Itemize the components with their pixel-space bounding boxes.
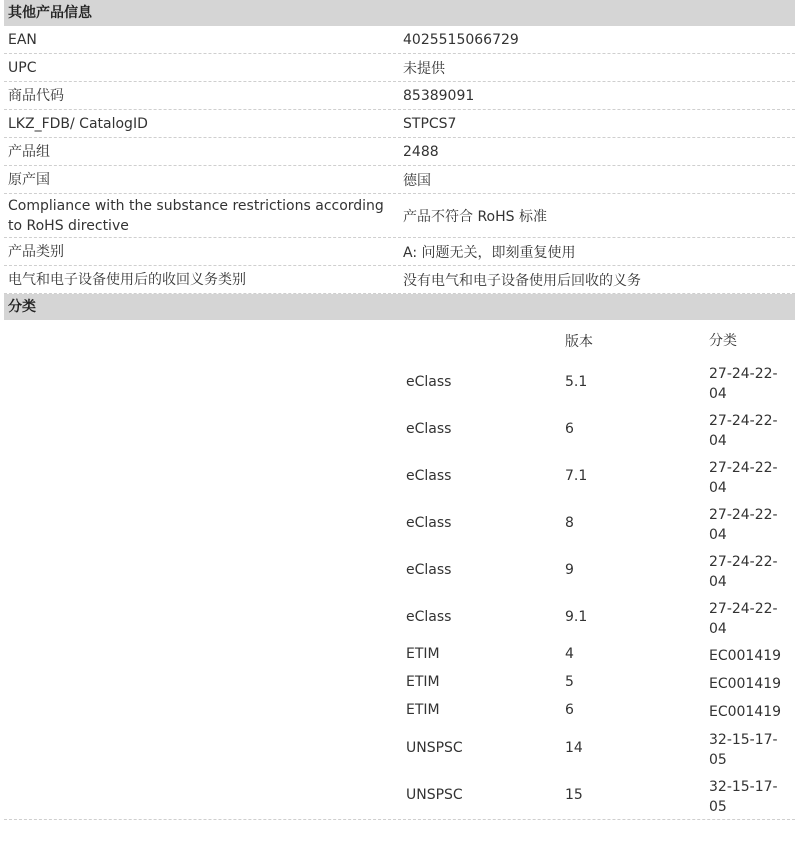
- info-value: 德国: [403, 172, 431, 189]
- info-row-catalog-id: [4, 110, 795, 138]
- info-row-product-category: [4, 238, 795, 266]
- info-value: 产品不符合 RoHS 标准: [403, 208, 547, 225]
- class-cell: 27-24-22-04: [709, 601, 778, 637]
- info-value: 未提供: [403, 60, 445, 77]
- system-cell: eClass: [406, 374, 452, 390]
- class-column-header: 分类: [709, 333, 737, 349]
- table-row: [4, 773, 795, 819]
- version-cell: 9.1: [565, 609, 588, 625]
- info-label: 原产国: [8, 171, 50, 188]
- info-row-product-group: [4, 138, 795, 166]
- info-value: 85389091: [403, 87, 475, 104]
- info-value: A: 问题无关，即刻重复使用: [403, 244, 576, 261]
- system-cell: ETIM: [406, 646, 440, 662]
- class-cell: 27-24-22-04: [709, 554, 778, 590]
- system-cell: UNSPSC: [406, 787, 463, 803]
- info-label: 产品类别: [8, 243, 64, 260]
- system-cell: eClass: [406, 421, 452, 437]
- table-row: [4, 595, 795, 642]
- info-row-commodity-code: [4, 82, 795, 110]
- version-cell: 8: [565, 515, 574, 531]
- table-row: [4, 454, 795, 501]
- classification-table-header: [4, 320, 795, 360]
- info-row-weee: [4, 266, 795, 294]
- version-cell: 6: [565, 421, 574, 437]
- system-cell: ETIM: [406, 674, 440, 690]
- system-cell: eClass: [406, 515, 452, 531]
- info-row-rohs: [4, 194, 795, 238]
- version-cell: 6: [565, 702, 574, 718]
- info-value: 4025515066729: [403, 31, 519, 48]
- version-column-header: 版本: [565, 334, 593, 350]
- info-label: 电气和电子设备使用后的收回义务类别: [8, 271, 246, 288]
- table-row: [4, 407, 795, 454]
- class-cell: EC001419: [709, 676, 782, 692]
- class-cell: 27-24-22-04: [709, 460, 778, 496]
- class-cell: 27-24-22-04: [709, 366, 778, 402]
- table-row: [4, 642, 795, 670]
- system-cell: eClass: [406, 609, 452, 625]
- info-label: UPC: [8, 59, 37, 76]
- info-label: 产品组: [8, 143, 50, 160]
- info-row-upc: [4, 54, 795, 82]
- version-cell: 4: [565, 646, 574, 662]
- class-cell: 32-15-17-05: [709, 732, 778, 768]
- table-row: [4, 360, 795, 407]
- system-cell: UNSPSC: [406, 740, 463, 756]
- class-cell: 27-24-22-04: [709, 413, 778, 449]
- info-label: LKZ_FDB/ CatalogID: [8, 115, 148, 132]
- info-value: 2488: [403, 143, 439, 160]
- info-label: Compliance with the substance restrictions according to RoHS directive: [8, 197, 384, 234]
- version-cell: 9: [565, 562, 574, 578]
- info-row-country-of-origin: [4, 166, 795, 194]
- table-row: [4, 501, 795, 548]
- info-value: 没有电气和电子设备使用后回收的义务: [403, 272, 641, 289]
- classification-header: 分类: [4, 294, 795, 320]
- version-cell: 15: [565, 787, 583, 803]
- version-cell: 5: [565, 674, 574, 690]
- info-label: EAN: [8, 31, 37, 48]
- class-cell: 32-15-17-05: [709, 779, 778, 815]
- version-cell: 5.1: [565, 374, 588, 390]
- version-cell: 7.1: [565, 468, 588, 484]
- info-label: 商品代码: [8, 87, 64, 104]
- table-row: [4, 726, 795, 773]
- info-row-ean: [4, 26, 795, 54]
- table-row: [4, 670, 795, 698]
- table-row: [4, 698, 795, 726]
- class-cell: 27-24-22-04: [709, 507, 778, 543]
- product-info-page: [4, 0, 795, 820]
- other-info-header: 其他产品信息: [4, 0, 795, 26]
- system-cell: ETIM: [406, 702, 440, 718]
- class-cell: EC001419: [709, 648, 782, 664]
- info-value: STPCS7: [403, 115, 457, 132]
- system-cell: eClass: [406, 562, 452, 578]
- system-cell: eClass: [406, 468, 452, 484]
- classification-table: [4, 320, 795, 820]
- table-row: [4, 548, 795, 595]
- class-cell: EC001419: [709, 704, 782, 720]
- version-cell: 14: [565, 740, 583, 756]
